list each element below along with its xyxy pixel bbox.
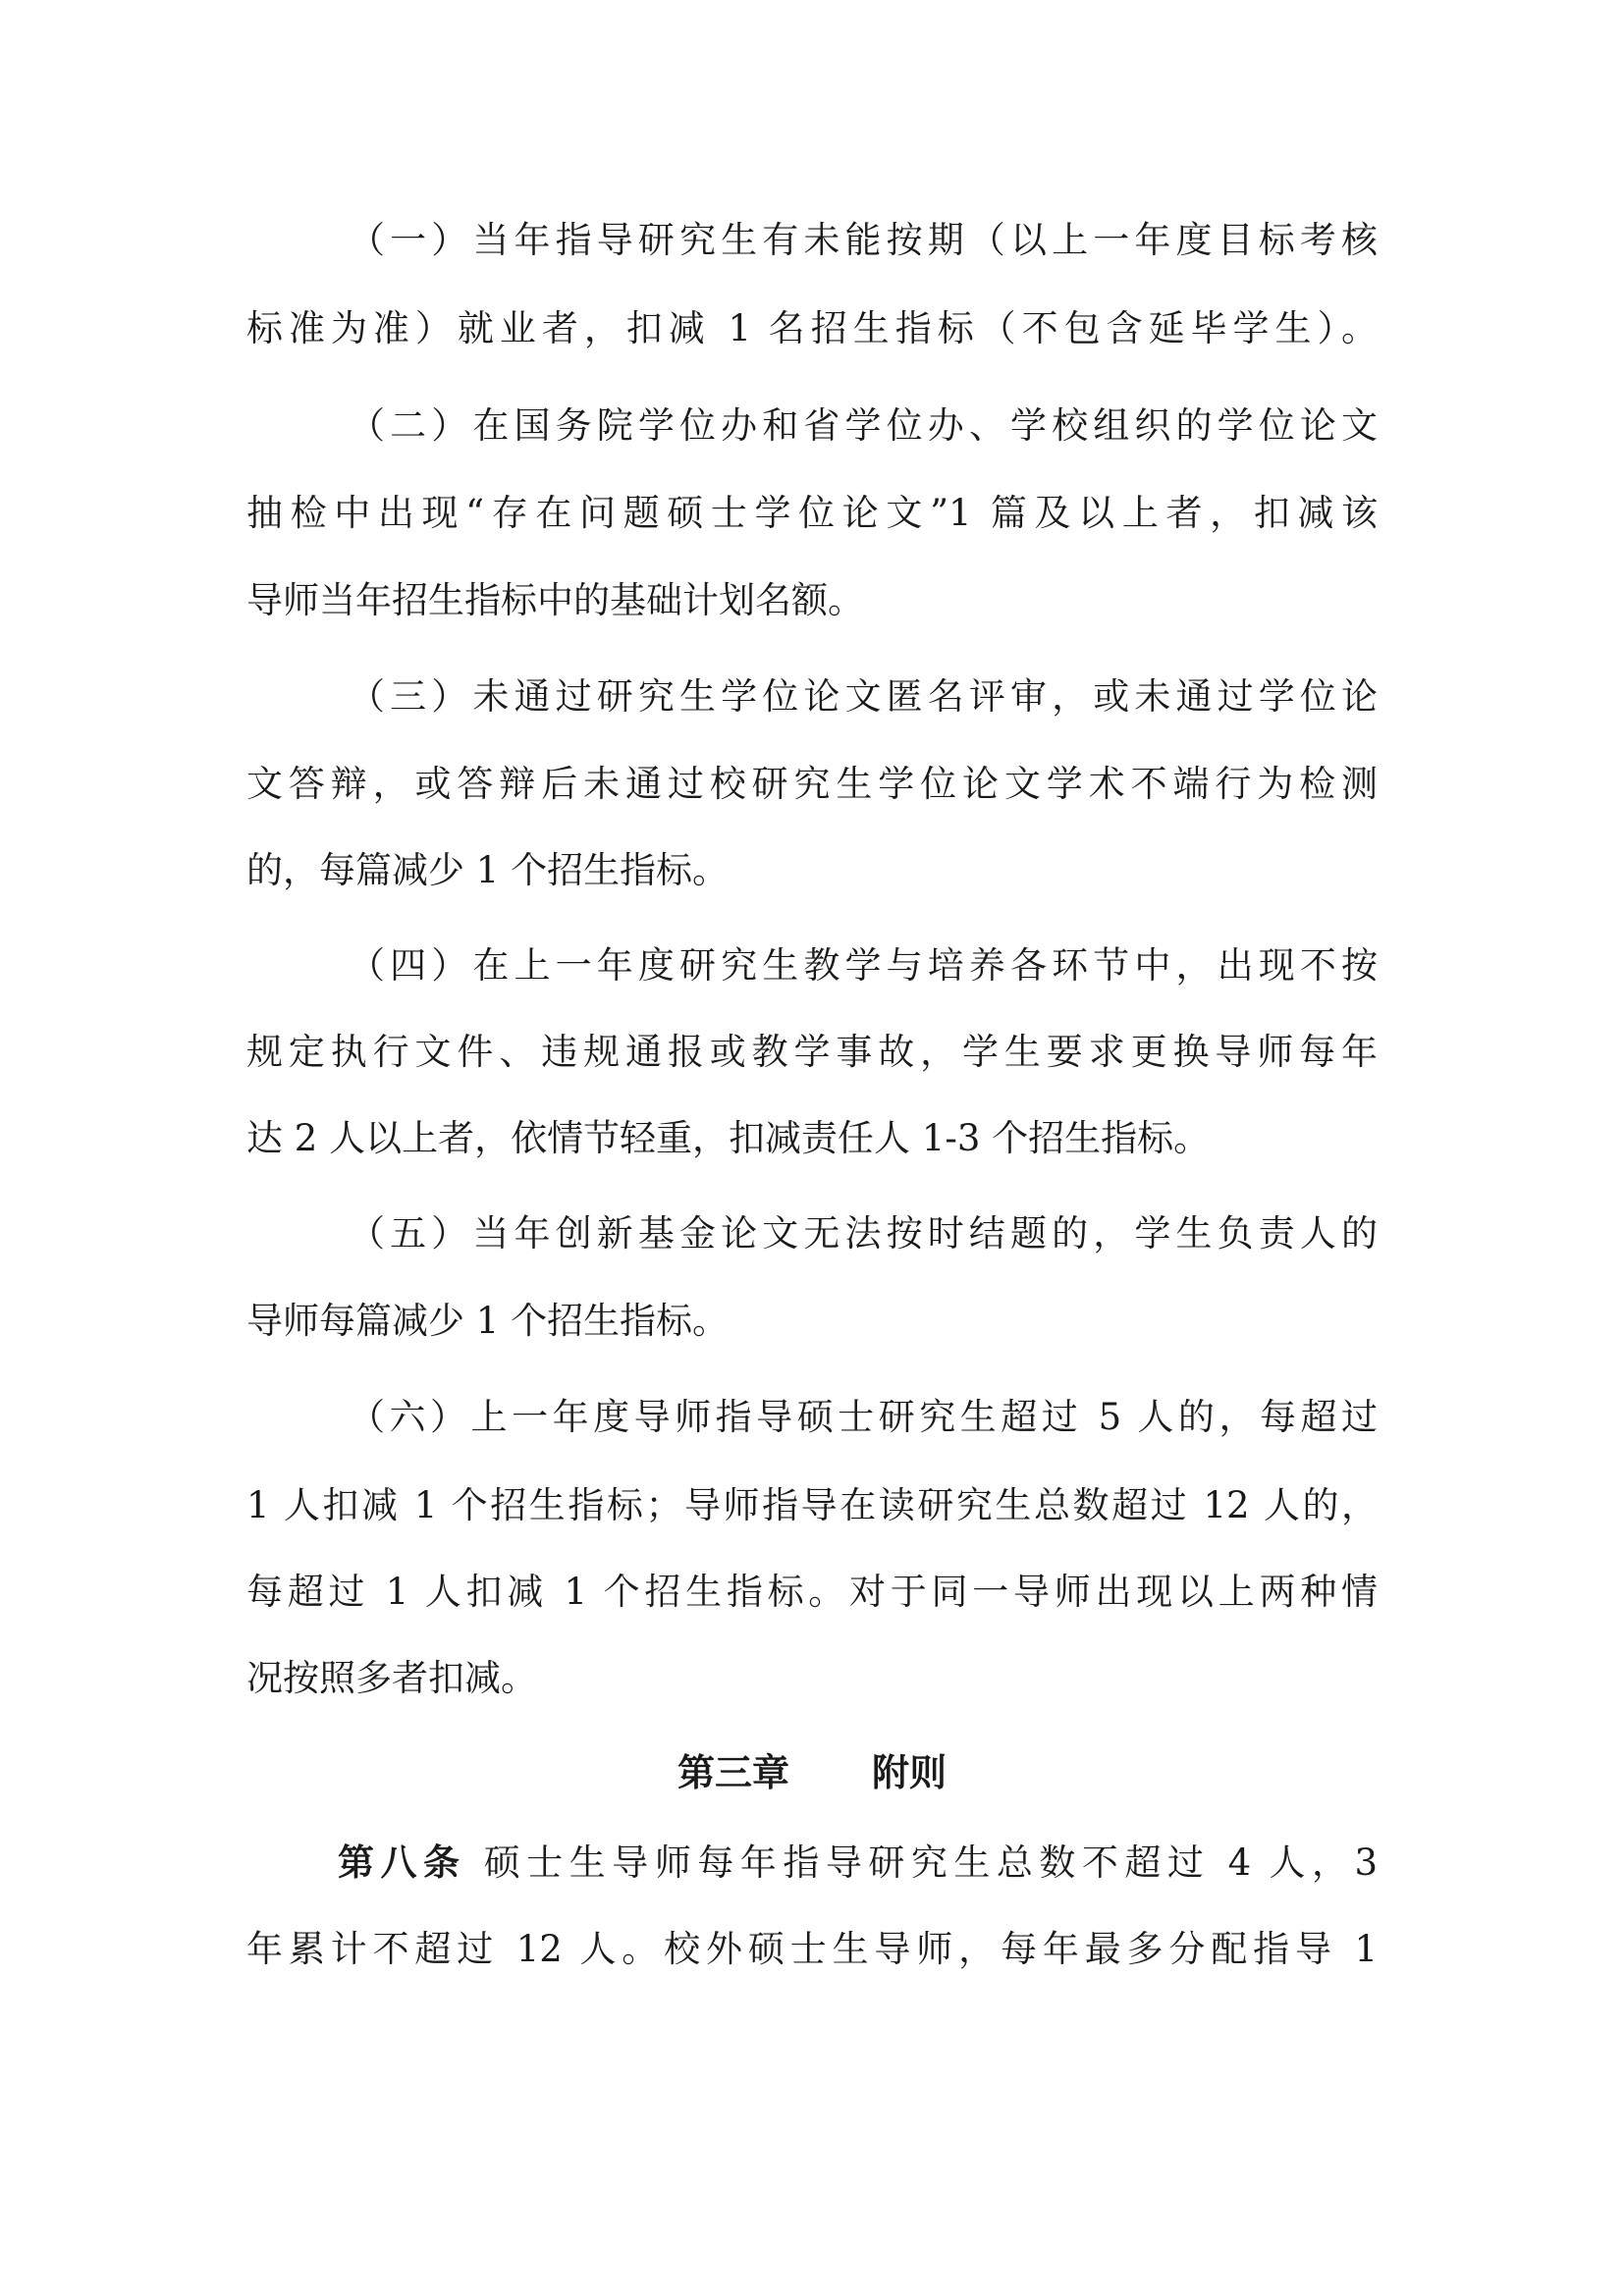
chapter-title: 附则 <box>872 1751 947 1794</box>
paragraph-line: 每超过 1 人扣减 1 个招生指标。对于同一导师出现以上两种情 <box>246 1571 1378 1613</box>
article-label: 第八条 <box>338 1842 466 1884</box>
article-line <box>338 1838 1378 1889</box>
paragraph-line: 况按照多者扣减。 <box>246 1657 537 1699</box>
paragraph-line: 标准为准）就业者，扣减 1 名招生指标（不包含延毕学生）。 <box>246 307 1378 349</box>
paragraph-line: 文答辩，或答辩后未通过校研究生学位论文学术不端行为检测 <box>246 763 1378 805</box>
paragraph-line: 达 2 人以上者，依情节轻重，扣减责任人 1-3 个招生指标。 <box>246 1117 1211 1159</box>
paragraph-line: （五）当年创新基金论文无法按时结题的，学生负责人的 <box>349 1212 1378 1255</box>
chapter-heading <box>0 1746 1624 1799</box>
paragraph-line: （四）在上一年度研究生教学与培养各环节中，出现不按 <box>349 944 1378 987</box>
paragraph-line: 的，每篇减少 1 个招生指标。 <box>246 849 730 891</box>
paragraph-line: （一）当年指导研究生有未能按期（以上一年度目标考核 <box>349 219 1378 261</box>
paragraph-line: 抽检中出现“存在问题硕士学位论文”1 篇及以上者，扣减该 <box>246 492 1378 534</box>
paragraph-line: （二）在国务院学位办和省学位办、学校组织的学位论文 <box>349 404 1378 447</box>
paragraph-line: 1 人扣减 1 个招生指标；导师指导在读研究生总数超过 12 人的， <box>246 1484 1378 1526</box>
paragraph-line: 规定执行文件、违规通报或教学事故，学生要求更换导师每年 <box>246 1031 1378 1073</box>
chapter-number: 第三章 <box>677 1751 789 1794</box>
paragraph-line: 导师每篇减少 1 个招生指标。 <box>246 1300 730 1342</box>
paragraph-line: 导师当年招生指标中的基础计划名额。 <box>246 579 864 621</box>
paragraph-line: （六）上一年度导师指导硕士研究生超过 5 人的，每超过 <box>349 1396 1378 1438</box>
article-line: 年累计不超过 12 人。校外硕士生导师，每年最多分配指导 1 <box>246 1928 1378 1970</box>
paragraph-line: （三）未通过研究生学位论文匿名评审，或未通过学位论 <box>349 675 1378 718</box>
article-text: 硕士生导师每年指导研究生总数不超过 4 人，3 <box>483 1842 1378 1884</box>
